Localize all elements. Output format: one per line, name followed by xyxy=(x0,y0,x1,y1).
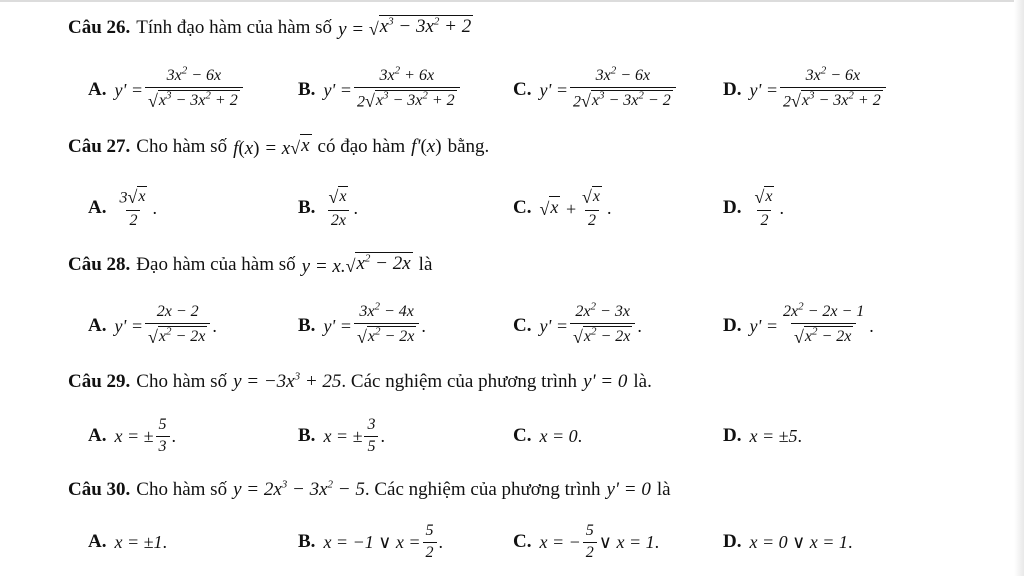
options-29 xyxy=(88,408,988,464)
option-letter: B. xyxy=(298,315,316,336)
option-a[interactable]: A. x = ± $\frac{5}{3}$ . xyxy=(88,415,176,455)
option-c[interactable]: C. x = − $\frac{5}{2}$ ∨ x = 1 . xyxy=(513,521,660,561)
option-a[interactable]: A. x = ±1 . xyxy=(88,531,167,552)
option-c[interactable]: C. y' = $3x^2 - 6x$ 2 √ $x^3 - 3x^2 - 2$ xyxy=(513,62,678,118)
question-text: Đạo hàm của hàm số xyxy=(136,254,296,275)
question-text: là xyxy=(418,254,433,275)
option-d[interactable]: D. x = ±5 . xyxy=(723,425,802,446)
option-b[interactable]: B. y' = $3x^2 + 6x$ 2 √ $x^3 - 3x^2 + 2$ xyxy=(298,62,462,118)
option-letter: B. xyxy=(298,197,316,218)
math-expression: f(x) = x √ x xyxy=(233,135,310,159)
option-letter: B. xyxy=(298,79,316,100)
math-expression: f'(x) xyxy=(411,136,442,157)
math-expression: y = x. √ $x^2 - 2x$ xyxy=(301,252,411,277)
option-d[interactable]: D. x = 0 ∨ x = 1 . xyxy=(723,531,853,552)
option-letter: C. xyxy=(513,79,532,100)
option-a[interactable]: A. y' = $3x^2 - 6x$ √ $x^3 - 3x^2 + 2$ xyxy=(88,62,245,118)
option-letter: D. xyxy=(723,315,742,336)
question-text: . Các nghiệm của phương trình xyxy=(341,371,578,392)
option-letter: A. xyxy=(88,315,107,336)
option-letter: A. xyxy=(88,531,107,552)
option-d[interactable]: D. y' = $3x^2 - 6x$ 2 √ $x^3 - 3x^2 + 2$ xyxy=(723,62,888,118)
option-letter: C. xyxy=(513,197,532,218)
options-28 xyxy=(88,298,988,354)
question-label: Câu 28. xyxy=(68,254,131,275)
option-a[interactable]: A. y' = 2x − 2 √ $x^2 - 2x$ . xyxy=(88,303,217,347)
question-28 xyxy=(68,245,432,285)
question-label: Câu 30. xyxy=(68,479,131,500)
option-b[interactable]: B. x = −1 ∨ x = $\frac{5}{2}$ . xyxy=(298,521,444,561)
question-27 xyxy=(68,127,489,167)
option-b[interactable]: B. x = ± $\frac{3}{5}$ . xyxy=(298,415,385,455)
math-expression: y' = 0 xyxy=(583,371,628,392)
option-d[interactable]: D. y' = $2x^2 - 2x - 1$ √ $x^2 - 2x$ . xyxy=(723,301,874,347)
option-b[interactable]: B. √ x 2x . xyxy=(298,187,358,229)
option-letter: B. xyxy=(298,425,316,446)
question-label: Câu 27. xyxy=(68,136,131,157)
option-c[interactable]: C. x = 0 . xyxy=(513,425,583,446)
question-text: Tính đạo hàm của hàm số xyxy=(136,17,333,38)
option-letter: C. xyxy=(513,425,532,446)
question-29 xyxy=(68,362,652,402)
page-right-edge xyxy=(1014,0,1024,576)
question-label: Câu 26. xyxy=(68,17,131,38)
options-30 xyxy=(88,514,988,570)
question-text: Cho hàm số xyxy=(136,371,228,392)
option-letter: A. xyxy=(88,79,107,100)
exam-page xyxy=(58,0,1008,576)
option-letter: C. xyxy=(513,315,532,336)
math-expression: $y = -3x^3 + 25$ xyxy=(233,370,342,392)
options-27 xyxy=(88,180,988,236)
question-text: là. xyxy=(633,371,652,392)
question-label: Câu 29. xyxy=(68,371,131,392)
option-d[interactable]: D. √ x 2 . xyxy=(723,187,784,229)
option-c[interactable]: C. √ x + √ x 2 . xyxy=(513,187,612,229)
option-letter: D. xyxy=(723,531,742,552)
options-26 xyxy=(88,62,988,118)
option-c[interactable]: C. y' = $2x^2 - 3x$ √ $x^2 - 2x$ . xyxy=(513,301,642,347)
question-30 xyxy=(68,470,671,510)
question-text: bằng. xyxy=(447,136,490,157)
option-letter: D. xyxy=(723,197,742,218)
option-letter: D. xyxy=(723,425,742,446)
question-text: là xyxy=(656,479,671,500)
question-text: . Các nghiệm của phương trình xyxy=(364,479,601,500)
option-letter: A. xyxy=(88,425,107,446)
option-letter: B. xyxy=(298,531,316,552)
question-text: Cho hàm số xyxy=(136,479,228,500)
option-letter: A. xyxy=(88,197,107,218)
math-expression: y' = 0 xyxy=(606,479,651,500)
question-text: có đạo hàm xyxy=(317,136,406,157)
option-letter: D. xyxy=(723,79,742,100)
option-letter: C. xyxy=(513,531,532,552)
math-expression: y = √ $x^3 - 3x^2 + 2$ xyxy=(338,15,472,40)
option-b[interactable]: B. y' = $3x^2 - 4x$ √ $x^2 - 2x$ . xyxy=(298,301,426,347)
option-a[interactable]: A. 3 √ x 2 . xyxy=(88,187,157,229)
question-text: Cho hàm số xyxy=(136,136,228,157)
math-expression: $y = 2x^3 - 3x^2 - 5$ xyxy=(233,478,365,500)
question-26 xyxy=(68,8,473,48)
